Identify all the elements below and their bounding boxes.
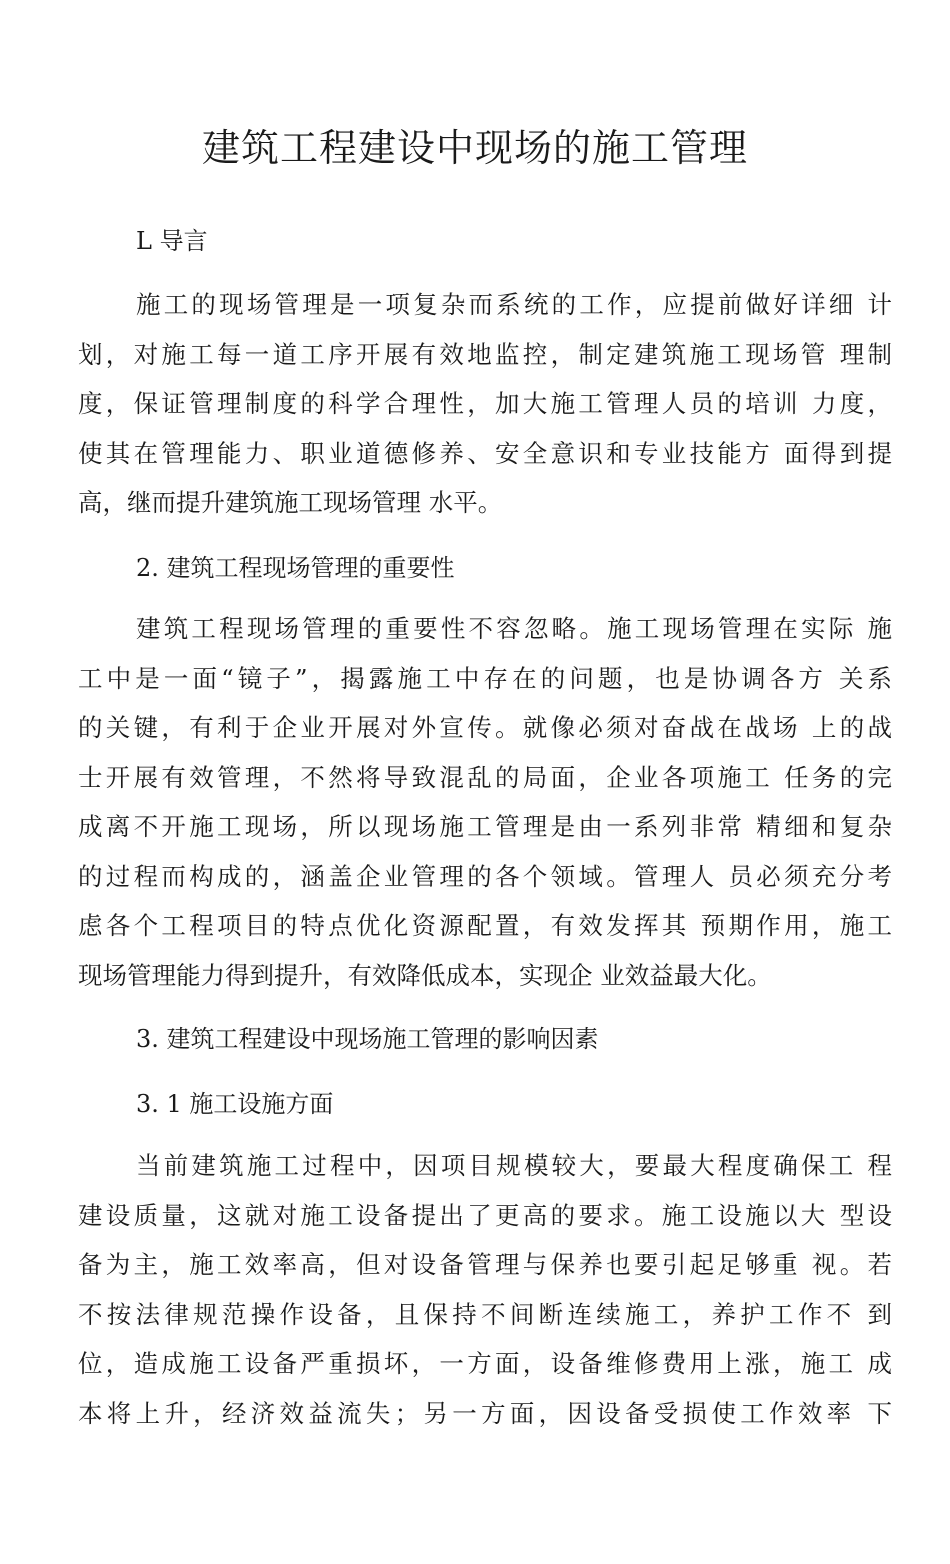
section-heading-importance: 2. 建筑工程现场管理的重要性 xyxy=(136,554,455,582)
paragraph-line: 划，对施工每一道工序开展有效地监控，制定建筑施工现场管 理制 xyxy=(78,339,892,369)
paragraph-facilities xyxy=(78,1141,892,1438)
section-heading-introduction: L 导言 xyxy=(136,227,208,255)
paragraph-line: 士开展有效管理，不然将导致混乱的局面，企业各项施工 任务的完 xyxy=(78,762,892,792)
paragraph-line: 的过程而构成的，涵盖企业管理的各个领域。管理人 员必须充分考 xyxy=(78,861,892,891)
paragraph-line: 施工的现场管理是一项复杂而系统的工作，应提前做好详细 计 xyxy=(136,290,892,319)
paragraph-line: 建筑工程现场管理的重要性不容忽略。施工现场管理在实际 施 xyxy=(136,614,892,643)
paragraph-importance xyxy=(78,604,892,1000)
section-heading-facilities: 3. 1 施工设施方面 xyxy=(136,1090,334,1118)
paragraph-line: 使其在管理能力、职业道德修养、安全意识和专业技能方 面得到提 xyxy=(78,438,892,468)
page-title: 建筑工程建设中现场的施工管理 xyxy=(201,126,748,170)
paragraph-line: 工中是一面“镜子”，揭露施工中存在的问题，也是协调各方 关系 xyxy=(78,663,892,693)
paragraph-line: 虑各个工程项目的特点优化资源配置，有效发挥其 预期作用，施工 xyxy=(78,911,892,940)
paragraph-line: 高，继而提升建筑施工现场管理 水平。 xyxy=(78,488,503,517)
paragraph-line: 位，造成施工设备严重损坏，一方面，设备维修费用上涨，施工 成 xyxy=(78,1349,892,1378)
paragraph-line: 成离不开施工现场，所以现场施工管理是由一系列非常 精细和复杂 xyxy=(78,812,892,841)
paragraph-line: 不按法律规范操作设备，且保持不间断连续施工，养护工作不 到 xyxy=(78,1299,892,1329)
section-heading-factors: 3. 建筑工程建设中现场施工管理的影响因素 xyxy=(136,1025,599,1053)
paragraph-line: 当前建筑施工过程中，因项目规模较大，要最大程度确保工 程 xyxy=(136,1151,892,1180)
paragraph-introduction xyxy=(78,280,892,528)
paragraph-line: 备为主，施工效率高，但对设备管理与保养也要引起足够重 视。若 xyxy=(78,1250,892,1279)
paragraph-line: 本将上升，经济效益流失；另一方面，因设备受损使工作效率 下 xyxy=(78,1398,892,1428)
paragraph-line: 建设质量，这就对施工设备提出了更高的要求。施工设施以大 型设 xyxy=(78,1200,892,1230)
paragraph-line: 的关键，有利于企业开展对外宣传。就像必须对奋战在战场 上的战 xyxy=(78,713,892,742)
paragraph-line: 度，保证管理制度的科学合理性，加大施工管理人员的培训 力度， xyxy=(78,389,892,418)
paragraph-line: 现场管理能力得到提升，有效降低成本，实现企 业效益最大化。 xyxy=(78,960,772,990)
